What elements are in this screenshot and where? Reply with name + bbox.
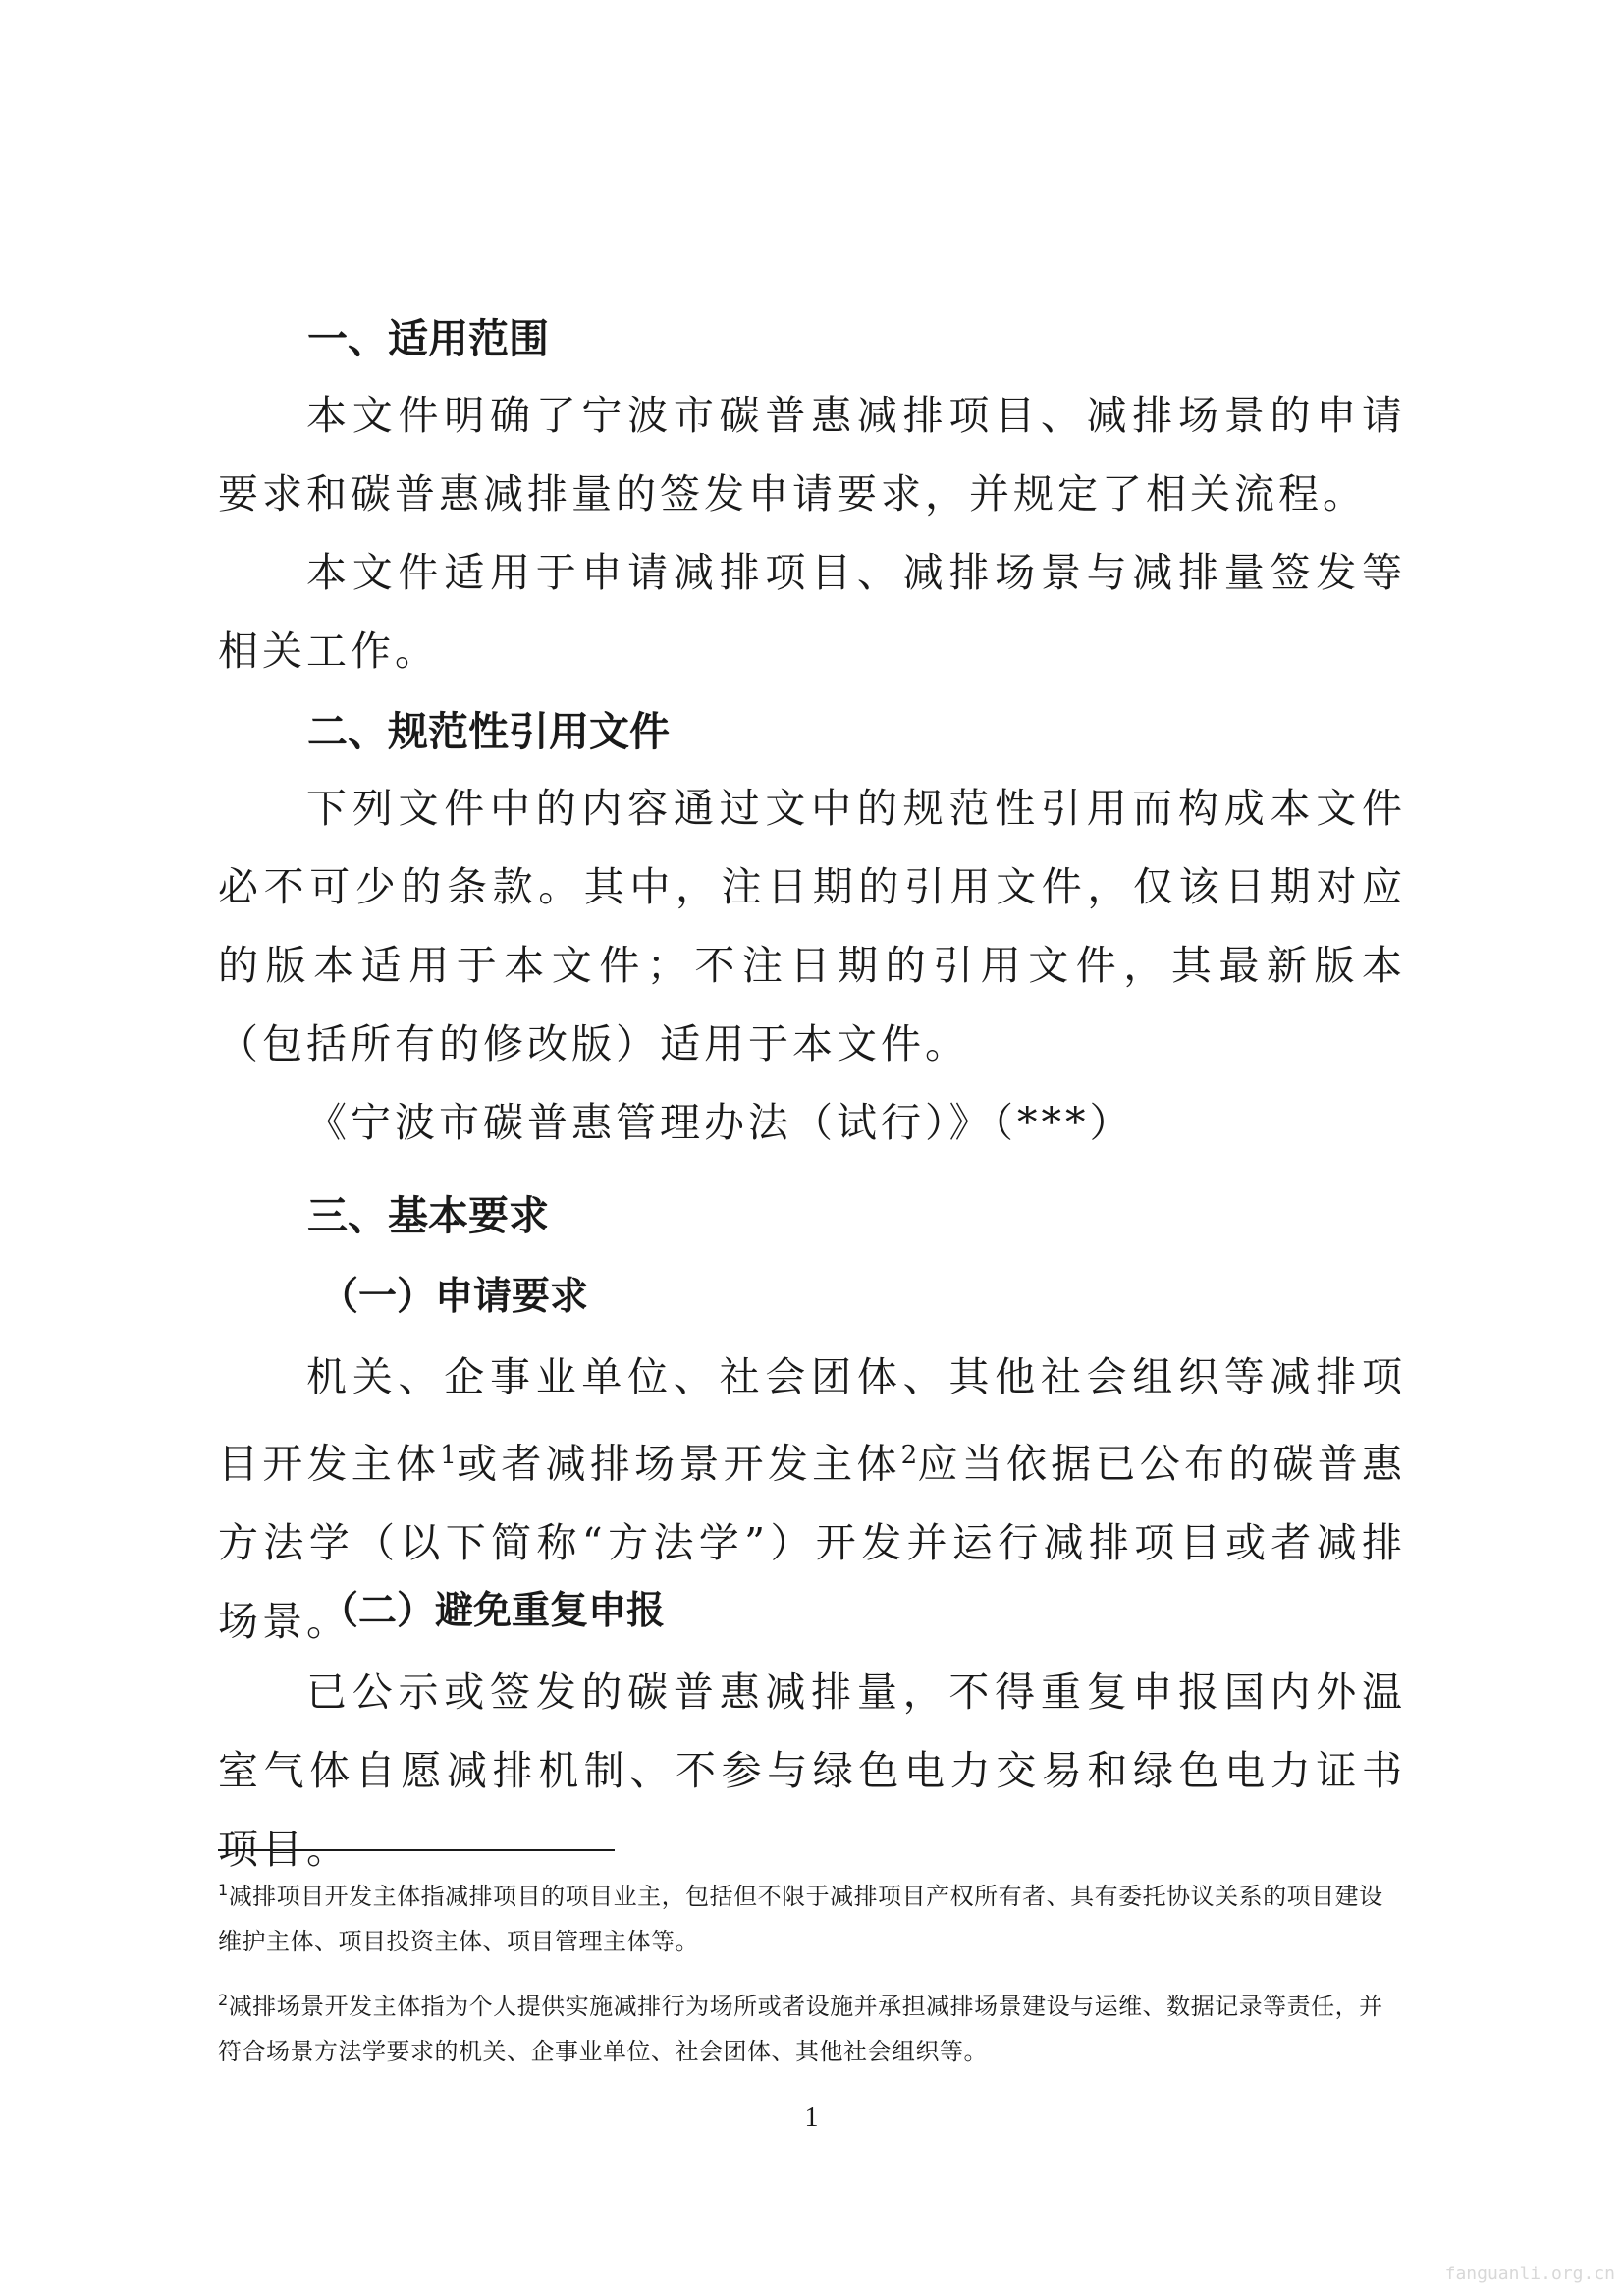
section-3-heading: 三、基本要求 <box>307 1192 549 1239</box>
footnote-text: 减排场景开发主体指为个人提供实施减排行为场所或者设施并承担减排场景建设与运维、数据记录等责任，并符合场景方法学要求的机关、企事业单位、社会团体、其他社会组织等。 <box>218 1993 1383 2065</box>
paragraph-text: 或者减排场景开发主体 <box>456 1440 901 1488</box>
footnote-number: 2 <box>218 1991 229 2009</box>
paragraph-text: 应当依据已公布的碳普惠方法学（以下简称“方法学”）开发并运行减排项目或者减排场景。 <box>218 1440 1407 1645</box>
footnote-2 <box>218 1978 1406 2074</box>
footnote-text: 减排项目开发主体指减排项目的项目业主，包括但不限于减排项目产权所有者、具有委托协议关系的项目建设维护主体、项目投资主体、项目管理主体等。 <box>218 1883 1383 1955</box>
footnote-divider <box>218 1849 615 1851</box>
section-2-paragraph-1: 下列文件中的内容通过文中的规范性引用而构成本文件必不可少的条款。其中，注日期的引用文件，仅该日期对应的版本适用于本文件；不注日期的引用文件，其最新版本（包括所有的修改版）适用于本文件。 <box>218 785 1406 1067</box>
page-number: 1 <box>804 2103 819 2133</box>
footnote-number: 1 <box>218 1881 229 1899</box>
section-3-subheading-1: （一）申请要求 <box>320 1274 589 1319</box>
section-2-heading: 二、规范性引用文件 <box>307 708 670 755</box>
paragraph-text: 机关、企事业单位、社会团体、其他社会组织等减排项目开发主体 <box>218 1353 1406 1488</box>
footnote-ref-1: 1 <box>440 1441 457 1470</box>
section-1-paragraph-2: 本文件适用于申请减排项目、减排场景与减排量签发等相关工作。 <box>218 549 1406 675</box>
section-1-paragraph-1: 本文件明确了宁波市碳普惠减排项目、减排场景的申请要求和碳普惠减排量的签发申请要求，并规定了相关流程。 <box>218 392 1406 518</box>
footnote-1 <box>218 1868 1406 1964</box>
section-2-reference: 《宁波市碳普惠管理办法（试行）》（***） <box>306 1099 1134 1146</box>
footnote-ref-2: 2 <box>900 1441 918 1470</box>
section-1-heading: 一、适用范围 <box>307 315 549 362</box>
watermark: fanguanli.org.cn <box>1444 2264 1615 2284</box>
section-3-paragraph-2: 已公示或签发的碳普惠减排量，不得重复申报国内外温室气体自愿减排机制、不参与绿色电力交易和绿色电力证书项目。 <box>218 1668 1406 1873</box>
section-3-subheading-2: （二）避免重复申报 <box>320 1588 666 1633</box>
